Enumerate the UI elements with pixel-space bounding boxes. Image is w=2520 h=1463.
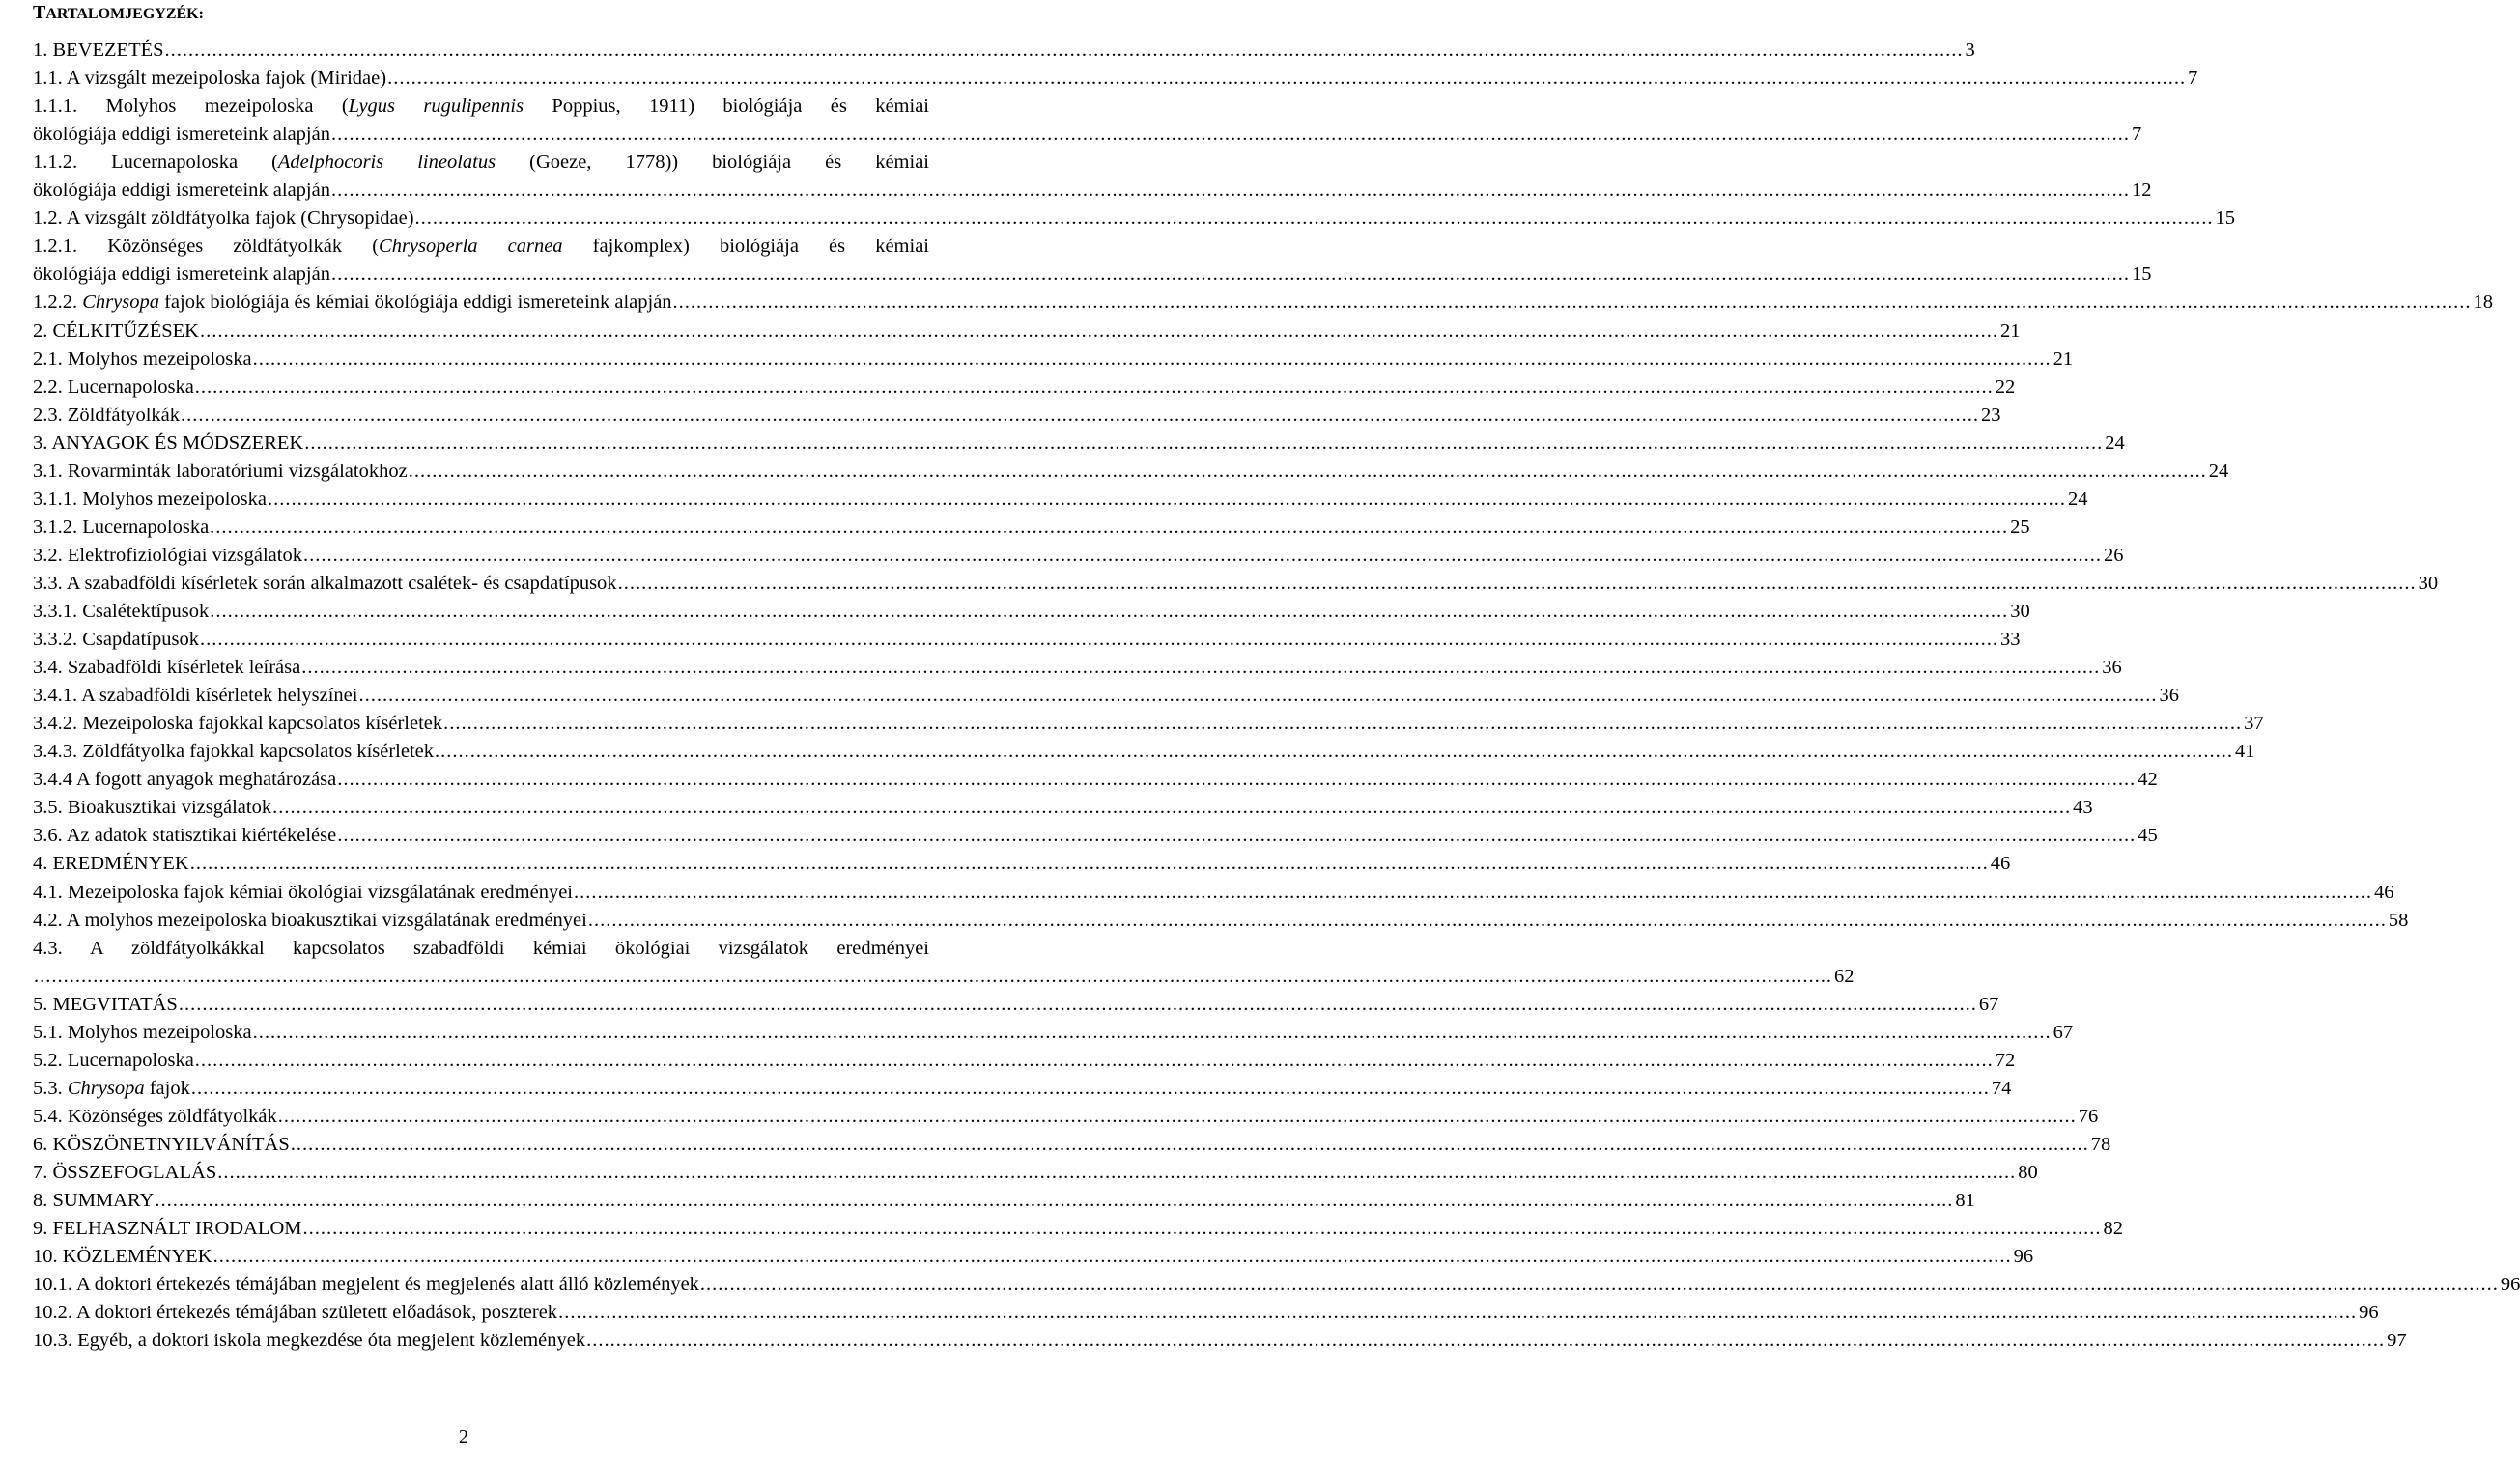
toc-entry[interactable] — [33, 1187, 1975, 1215]
toc-page-number: 43 — [2073, 797, 2093, 819]
dot-leader — [191, 1075, 1990, 1103]
toc-entry[interactable] — [33, 346, 2074, 374]
toc-page-number: 74 — [1991, 1077, 2012, 1099]
toc-entry-title: 9. FELHASZNÁLT IRODALOM — [33, 1218, 302, 1240]
toc-entry[interactable] — [33, 177, 2152, 205]
toc-page-number: 45 — [2138, 825, 2158, 847]
toc-entry[interactable] — [33, 1243, 2034, 1271]
toc-entry[interactable] — [33, 514, 2030, 542]
toc-title-text: 5.3. — [33, 1077, 68, 1099]
toc-entry-title: 4.3. A zöldfátyolkákkal kapcsolatos szabadföldi kémiai ökológiai vizsgálatok eredményei — [33, 937, 929, 959]
toc-entry[interactable] — [33, 1075, 2012, 1103]
toc-page-number: 15 — [2215, 208, 2236, 230]
toc-entry[interactable] — [33, 963, 1855, 991]
dot-leader — [213, 1243, 2012, 1271]
toc-page-number: 30 — [2418, 572, 2439, 594]
toc-entry[interactable] — [33, 1103, 2099, 1131]
dot-leader — [268, 486, 2066, 514]
toc-entry-title: 10. KÖZLEMÉNYEK — [33, 1246, 212, 1268]
toc-page-number: 24 — [2105, 432, 2125, 454]
toc-page-number: 30 — [2010, 601, 2030, 622]
dot-leader — [302, 1215, 2101, 1243]
toc-title-italic: Chrysopa — [82, 292, 159, 314]
dot-leader — [586, 1327, 2385, 1355]
toc-page-number: 12 — [2131, 180, 2152, 202]
dot-leader — [291, 1131, 2089, 1159]
dot-leader — [278, 1103, 2077, 1131]
dot-leader — [337, 822, 2136, 850]
toc-page-number: 42 — [2138, 769, 2158, 791]
toc-entry-title: 3.2. Elektrofiziológiai vizsgálatok — [33, 544, 302, 566]
dot-leader — [358, 682, 2157, 710]
toc-entry-line — [33, 149, 929, 177]
dot-leader — [301, 654, 2100, 682]
toc-entry-title: 3.5. Bioakusztikai vizsgálatok — [33, 797, 272, 819]
toc-page-number: 67 — [1978, 993, 1999, 1015]
toc-entry[interactable] — [33, 598, 2030, 626]
toc-entry-title — [33, 233, 929, 261]
dot-leader — [304, 430, 2103, 458]
toc-entry[interactable] — [33, 486, 2088, 514]
toc-entry[interactable] — [33, 794, 2093, 822]
page-title-rest: ARTALOMJEGYZÉK: — [45, 6, 204, 22]
toc-entry-title: 3. ANYAGOK ÉS MÓDSZEREK — [33, 432, 304, 454]
dot-leader — [588, 907, 2387, 935]
toc-page-number: 36 — [2159, 685, 2179, 707]
toc-entry-title: ökológiája eddigi ismereteink alapján — [33, 124, 330, 146]
dot-leader — [179, 991, 1977, 1019]
toc-page-number: 82 — [2103, 1218, 2123, 1240]
toc-entry-title: 3.3.1. Csalétektípusok — [33, 601, 210, 622]
toc-page-number: 23 — [1981, 404, 2001, 426]
dot-leader — [303, 542, 2102, 570]
toc-entry-title: 5. MEGVITATÁS — [33, 993, 178, 1015]
toc-title-text: fajok biológiája és kémiai ökológiája eddigi ismereteink alapján — [158, 292, 672, 314]
toc-entry[interactable] — [33, 1327, 2407, 1355]
toc-entry-title: 4. EREDMÉNYEK — [33, 853, 189, 875]
toc-page-number: 58 — [2388, 909, 2409, 931]
toc-page-number: 21 — [1999, 320, 2021, 342]
toc-title-text: Poppius, 1911) biológiája és kémiai — [524, 96, 929, 118]
toc-entry[interactable] — [33, 402, 2001, 430]
dot-leader — [331, 261, 2130, 289]
toc-entry-title — [33, 289, 672, 317]
toc-entry[interactable] — [33, 991, 1999, 1019]
dot-leader — [195, 1047, 1994, 1075]
dot-leader — [34, 963, 1832, 991]
toc-page-number: 46 — [1990, 853, 2011, 875]
toc-entry[interactable] — [33, 626, 2021, 654]
toc-entry[interactable] — [33, 1047, 2016, 1075]
toc-entry-title: ökológiája eddigi ismereteink alapján — [33, 180, 330, 202]
toc-entry-title: 10.3. Egyéb, a doktori iskola megkezdése óta megjelent közlemények — [33, 1330, 586, 1352]
toc-entry[interactable] — [33, 318, 2021, 346]
toc-entry-title: 4.2. A molyhos mezeipoloska bioakusztikai vizsgálatának eredményei — [33, 909, 587, 931]
dot-leader — [618, 570, 2417, 598]
toc-page-number: 24 — [2208, 460, 2229, 482]
toc-entry-title: 3.4.3. Zöldfátyolka fajokkal kapcsolatos kísérletek — [33, 741, 435, 763]
toc-title-italic: Adelphocoris lineolatus — [277, 152, 496, 174]
toc-entry-line — [33, 233, 929, 261]
toc-entry-title: 3.6. Az adatok statisztikai kiértékelése — [33, 825, 337, 847]
toc-page-number: 15 — [2131, 264, 2152, 286]
toc-entry-title: 3.3.2. Csapdatípusok — [33, 629, 199, 651]
toc-page-number: 72 — [1995, 1049, 2016, 1071]
dot-leader — [253, 1019, 2052, 1047]
toc-entry-title: 3.4. Szabadföldi kísérletek leírása — [33, 657, 301, 679]
toc-page-number: 3 — [1965, 40, 1975, 61]
page-number: 2 — [458, 1426, 469, 1448]
dot-leader — [253, 346, 2052, 374]
toc-entry[interactable] — [33, 1019, 2074, 1047]
dot-leader — [574, 879, 2372, 907]
toc-entry[interactable] — [33, 205, 2236, 233]
toc-page-number: 21 — [2053, 348, 2074, 370]
toc-entry-title: 8. SUMMARY — [33, 1190, 155, 1212]
toc-entry[interactable] — [33, 710, 2264, 738]
toc-entry-title: ökológiája eddigi ismereteink alapján — [33, 264, 330, 286]
toc-title-text: 1.1.1. Molyhos mezeipoloska ( — [33, 96, 349, 118]
toc-page-number: 78 — [2090, 1133, 2111, 1155]
toc-title-italic: Chrysopa — [67, 1077, 145, 1099]
toc-entry[interactable] — [33, 1131, 2111, 1159]
toc-entry[interactable] — [33, 1299, 2379, 1327]
toc-page-number: 46 — [2374, 881, 2394, 903]
toc-title-text: 1.2.2. — [33, 292, 83, 314]
toc-page-number: 36 — [2102, 657, 2122, 679]
toc-title-text: 1.1.2. Lucernapoloska ( — [33, 152, 278, 174]
toc-entry[interactable] — [33, 682, 2179, 710]
toc-entry-title: 6. KÖSZÖNETNYILVÁNÍTÁS — [33, 1133, 290, 1155]
dot-leader — [331, 121, 2130, 149]
dot-leader — [210, 598, 2008, 626]
toc-entry-title — [33, 93, 929, 121]
toc-entry[interactable] — [33, 879, 2394, 907]
toc-entry-title: 4.1. Mezeipoloska fajok kémiai ökológiai vizsgálatának eredményei — [33, 881, 574, 903]
toc-entry[interactable] — [33, 121, 2142, 149]
toc-entry-line — [33, 93, 929, 121]
toc-page-number: 80 — [2018, 1162, 2038, 1183]
dot-leader — [673, 289, 2472, 317]
toc-entry[interactable] — [33, 822, 2158, 850]
dot-leader — [558, 1299, 2357, 1327]
toc-entry-title: 2. CÉLKITŰZÉSEK — [33, 320, 199, 342]
toc-page-number: 97 — [2387, 1330, 2407, 1352]
toc-entry-title: 10.1. A doktori értekezés témájában megjelent és megjelenés alatt álló közlemények — [33, 1274, 699, 1296]
toc-entry[interactable] — [33, 1215, 2123, 1243]
toc-entry-title: 2.1. Molyhos mezeipoloska — [33, 348, 252, 370]
toc-entry-title: 5.2. Lucernapoloska — [33, 1049, 194, 1071]
toc-title-italic: Chrysoperla carnea — [379, 236, 563, 258]
toc-page-number: 76 — [2078, 1105, 2099, 1127]
toc-page-number: 96 — [2359, 1302, 2379, 1324]
toc-entry-title: 3.3. A szabadföldi kísérletek során alkalmazott csalétek- és csapdatípusok — [33, 572, 617, 594]
toc-entry[interactable] — [33, 850, 2011, 878]
toc-entry-title: 3.4.1. A szabadföldi kísérletek helyszínei — [33, 685, 358, 707]
toc-entry[interactable] — [33, 430, 2125, 458]
toc-page-number: 24 — [2068, 488, 2088, 510]
toc-entry-title: 1. BEVEZETÉS — [33, 40, 164, 61]
toc-entry[interactable] — [33, 766, 2158, 794]
dot-leader — [272, 794, 2071, 822]
toc-entry[interactable] — [33, 289, 2494, 317]
toc-entry-title: 3.1.2. Lucernapoloska — [33, 516, 210, 538]
toc-entry-title: 3.1.1. Molyhos mezeipoloska — [33, 488, 267, 510]
toc-entry[interactable] — [33, 65, 2198, 93]
toc-page-number: 7 — [2188, 68, 2198, 90]
toc-entry-title — [33, 149, 929, 177]
toc-entry[interactable] — [33, 738, 2255, 766]
dot-leader — [443, 710, 2242, 738]
toc-entry-title: 7. ÖSSZEFOGLALÁS — [33, 1162, 217, 1183]
dot-leader — [155, 1187, 1953, 1215]
toc-page-number: 18 — [2473, 292, 2494, 314]
dot-leader — [337, 766, 2136, 794]
toc-page-number: 41 — [2235, 741, 2255, 763]
toc-title-text: fajok — [144, 1077, 190, 1099]
dot-leader — [700, 1271, 2499, 1299]
toc-title-italic: Lygus rugulipennis — [348, 96, 524, 118]
toc-page-number: 22 — [1995, 376, 2016, 398]
dot-leader — [195, 374, 1994, 402]
toc-entry-title: 5.1. Molyhos mezeipoloska — [33, 1021, 252, 1043]
toc-entry[interactable] — [33, 1159, 2038, 1187]
toc-entry-title: 3.1. Rovarminták laboratóriumi vizsgálatokhoz — [33, 460, 408, 482]
toc-entry-title: 1.2. A vizsgált zöldfátyolka fajok (Chrysopidae) — [33, 208, 414, 230]
toc-title-text: (Goeze, 1778)) biológiája és kémiai — [496, 152, 929, 174]
toc-entry-title: 1.1. A vizsgált mezeipoloska fajok (Miridae) — [33, 68, 387, 90]
dot-leader — [409, 458, 2207, 486]
toc-entry-title: 2.3. Zöldfátyolkák — [33, 404, 181, 426]
toc-page-number: 37 — [2244, 713, 2264, 735]
toc-page-number: 33 — [1999, 629, 2021, 651]
toc-entry-title: 2.2. Lucernapoloska — [33, 376, 194, 398]
toc-entry[interactable] — [33, 542, 2124, 570]
dot-leader — [165, 37, 1964, 65]
toc-entry[interactable] — [33, 37, 1975, 65]
toc-entry[interactable] — [33, 907, 2409, 935]
page-title-initial: T — [33, 2, 46, 23]
dot-leader — [200, 626, 1998, 654]
dot-leader — [200, 318, 1998, 346]
toc-entry[interactable] — [33, 654, 2122, 682]
dot-leader — [190, 850, 1989, 878]
dot-leader — [181, 402, 1979, 430]
toc-page-number: 25 — [2010, 516, 2030, 538]
toc-entry[interactable] — [33, 458, 2229, 486]
toc-entry-title: 3.4.2. Mezeipoloska fajokkal kapcsolatos kísérletek — [33, 713, 443, 735]
toc-page-number: 7 — [2131, 124, 2142, 146]
toc-title-text: fajkomplex) biológiája és kémiai — [562, 236, 929, 258]
toc-entry-line — [33, 935, 929, 963]
toc-entry-title: 5.4. Közönséges zöldfátyolkák — [33, 1105, 277, 1127]
toc-page-number: 26 — [2103, 544, 2124, 566]
toc-page-number: 62 — [1834, 965, 1855, 987]
dot-leader — [435, 738, 2233, 766]
toc-entry[interactable] — [33, 374, 2016, 402]
toc-entry-title: 3.4.4 A fogott anyagok meghatározása — [33, 769, 337, 791]
toc-entry[interactable] — [33, 261, 2152, 289]
toc-page-number: 96 — [2013, 1246, 2034, 1268]
toc-entry-title — [33, 1075, 190, 1103]
toc-page-number: 81 — [1955, 1190, 1975, 1212]
toc-page-number: 67 — [2053, 1021, 2074, 1043]
dot-leader — [331, 177, 2130, 205]
toc-entry[interactable] — [33, 1271, 2520, 1299]
toc-page-number: 96 — [2500, 1274, 2520, 1296]
toc-title-text: 1.2.1. Közönséges zöldfátyolkák ( — [33, 236, 380, 258]
dot-leader — [210, 514, 2008, 542]
toc-entry-title: 10.2. A doktori értekezés témájában született előadások, poszterek — [33, 1302, 558, 1324]
dot-leader — [387, 65, 2186, 93]
toc-entry[interactable] — [33, 570, 2439, 598]
dot-leader — [217, 1159, 2016, 1187]
dot-leader — [415, 205, 2214, 233]
